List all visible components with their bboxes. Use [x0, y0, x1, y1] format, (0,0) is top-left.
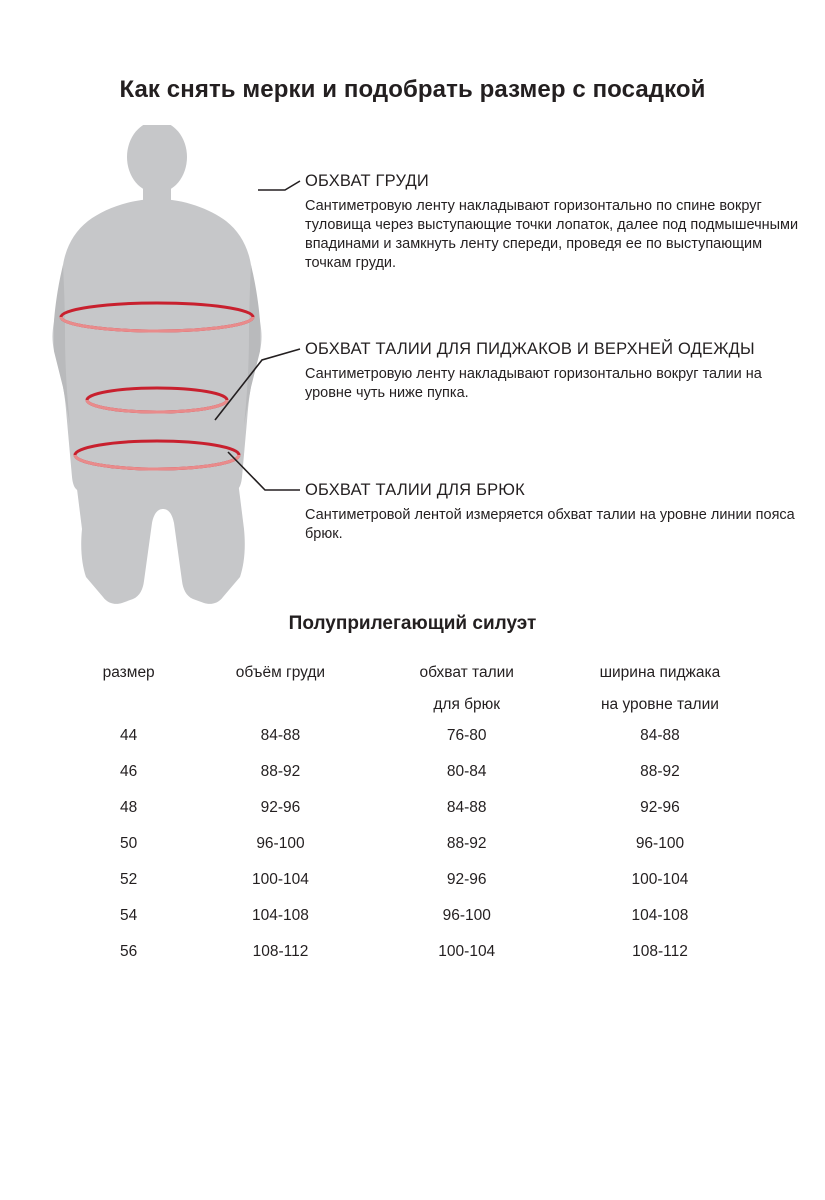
table-row [70, 826, 760, 862]
size-table-header-jacket: ширина пиджака на уровне талии [599, 664, 721, 713]
callout-chest-body: Сантиметровую ленту накладывают горизонтально по спине вокруг туловища через выступающие точки лопаток, далее под подмышечными впадинами и замкнуть ленту спереди, проведя ее по выступающим точкам груди. [305, 198, 799, 272]
cell-size: 52 [120, 871, 138, 888]
cell-chest: 96-100 [256, 835, 305, 852]
table-row [70, 898, 760, 934]
cell-waist: 88-92 [446, 835, 487, 852]
cell-chest: 92-96 [260, 799, 301, 816]
cell-waist: 92-96 [446, 871, 487, 888]
cell-jacket: 108-112 [632, 943, 688, 960]
cell-waist: 76-80 [446, 727, 487, 744]
male-torso-silhouette [18, 125, 308, 605]
cell-jacket: 92-96 [640, 799, 680, 816]
cell-size: 56 [120, 943, 138, 960]
callout-trouser-waist-body: Сантиметровой лентой измеряется обхват талии на уровне линии пояса брюк. [305, 507, 795, 543]
cell-size: 48 [120, 799, 138, 816]
cell-chest: 88-92 [260, 763, 301, 780]
cell-jacket: 96-100 [635, 835, 685, 852]
cell-jacket: 88-92 [640, 763, 680, 780]
callout-trouser-waist [305, 481, 805, 544]
callout-chest [305, 172, 805, 274]
size-table-header-waist: обхват талии для брюк [419, 664, 514, 713]
measurement-figure [18, 125, 308, 605]
cell-jacket: 100-104 [631, 871, 689, 888]
callout-jacket-waist [305, 340, 805, 403]
size-table-header-row [70, 660, 760, 718]
cell-size: 46 [120, 763, 138, 780]
cell-waist: 84-88 [446, 799, 487, 816]
cell-chest: 108-112 [252, 943, 309, 960]
cell-chest: 84-88 [260, 727, 301, 744]
table-row [70, 790, 760, 826]
cell-jacket: 104-108 [631, 907, 689, 924]
cell-size: 50 [120, 835, 138, 852]
size-table [70, 660, 760, 970]
cell-waist: 96-100 [442, 907, 491, 924]
cell-waist: 100-104 [438, 943, 496, 960]
table-row [70, 718, 760, 754]
cell-waist: 80-84 [446, 763, 487, 780]
cell-size: 44 [120, 727, 138, 744]
callout-jacket-waist-body: Сантиметровую ленту накладывают горизонтально вокруг талии на уровне чуть ниже пупка. [305, 366, 762, 402]
callout-trouser-waist-heading: ОБХВАТ ТАЛИИ ДЛЯ БРЮК [305, 481, 525, 499]
size-table-title: Полуприлегающий силуэт [288, 613, 537, 634]
callout-chest-heading: ОБХВАТ ГРУДИ [305, 172, 429, 190]
table-row [70, 934, 760, 970]
page-title: Как снять мерки и подобрать размер с посадкой [119, 76, 706, 103]
size-table-header-size: размер [102, 664, 155, 681]
figure-head [127, 125, 187, 193]
size-table-body [70, 718, 760, 970]
cell-jacket: 84-88 [640, 727, 680, 744]
table-row [70, 862, 760, 898]
cell-size: 54 [120, 907, 138, 924]
cell-chest: 104-108 [252, 907, 309, 924]
cell-chest: 100-104 [252, 871, 309, 888]
size-table-header-chest: объём груди [235, 664, 326, 681]
callout-jacket-waist-heading: ОБХВАТ ТАЛИИ ДЛЯ ПИДЖАКОВ И ВЕРХНЕЙ ОДЕЖДЫ [305, 340, 755, 358]
table-row [70, 754, 760, 790]
